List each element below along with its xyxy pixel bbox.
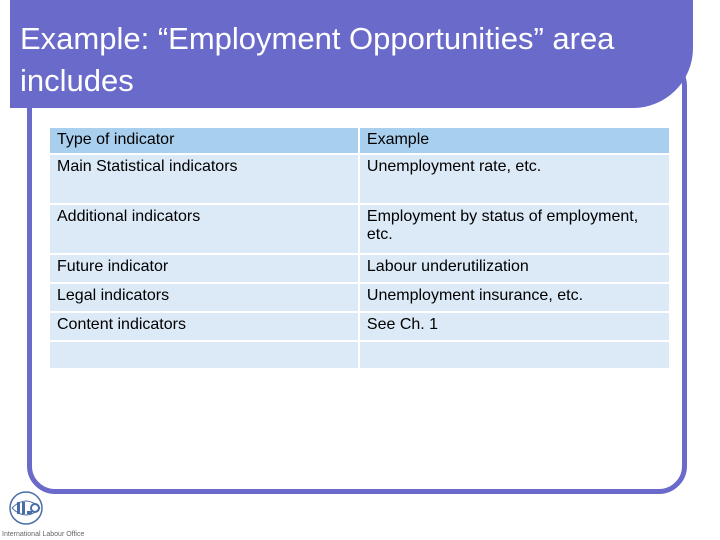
table-row: [49, 341, 670, 369]
org-name: International Labour Office: [2, 531, 85, 538]
table-row: [49, 204, 670, 254]
table-cell: Main Statistical indicators: [49, 154, 359, 204]
indicator-table: [48, 126, 671, 370]
table-cell: Employment by status of employment, etc.: [359, 204, 670, 254]
table-header-row: [49, 127, 670, 154]
table-cell: Content indicators: [49, 312, 359, 341]
table-row: [49, 154, 670, 204]
table-row: [49, 312, 670, 341]
table-row: [49, 283, 670, 312]
table-cell: Labour underutilization: [359, 254, 670, 283]
slide-title: Example: “Employment Opportunities” area includes: [20, 21, 615, 98]
table-cell: Future indicator: [49, 254, 359, 283]
table-cell: [359, 341, 670, 369]
table-cell: Legal indicators: [49, 283, 359, 312]
table-cell: See Ch. 1: [359, 312, 670, 341]
ilo-logo-icon: [6, 490, 46, 526]
table-cell: [49, 341, 359, 369]
header-example: Example: [359, 127, 670, 154]
table-cell: Unemployment insurance, etc.: [359, 283, 670, 312]
table-row: [49, 254, 670, 283]
table-cell: Unemployment rate, etc.: [359, 154, 670, 204]
table-cell: Additional indicators: [49, 204, 359, 254]
header-type-of-indicator: Type of indicator: [49, 127, 359, 154]
